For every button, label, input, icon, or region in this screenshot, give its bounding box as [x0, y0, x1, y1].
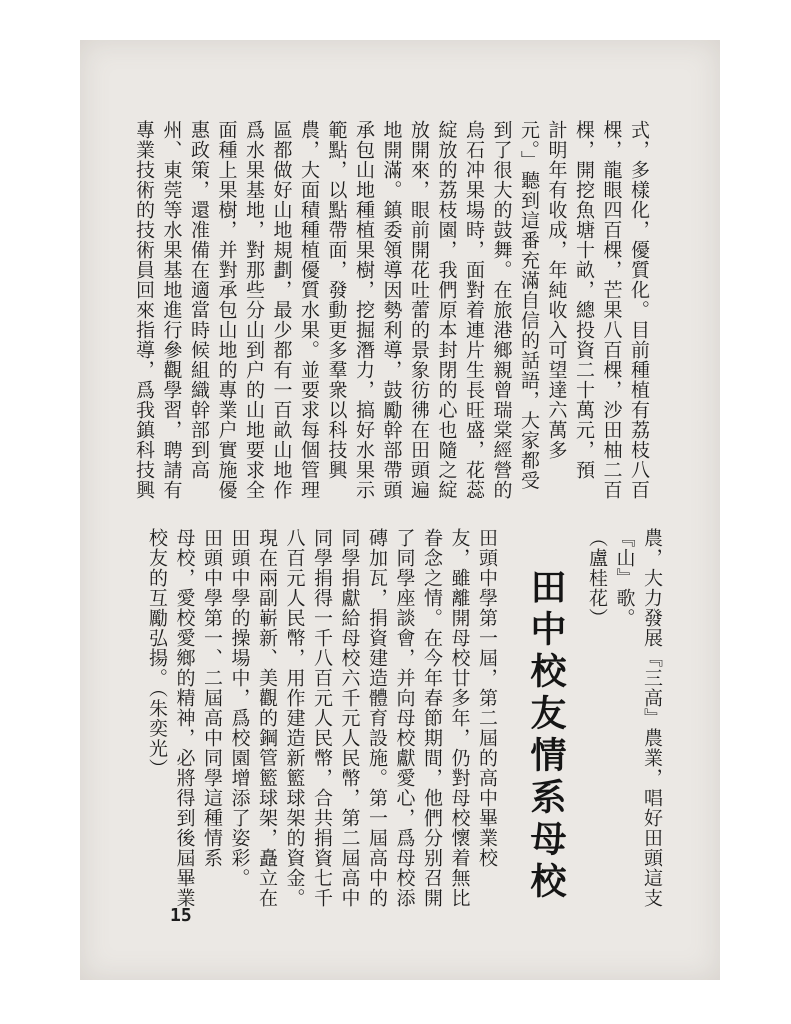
- text-column-bottom-16: 田頭中學的操場中，爲校園增添了姿彩。: [228, 528, 251, 888]
- text-column-top-15: 爲水果基地，對那些分山到户的山地要求全: [243, 120, 265, 500]
- bottom-text-block: [146, 528, 665, 913]
- article-title: 田中校友情系母校: [525, 568, 567, 904]
- page-number: 15: [170, 905, 192, 926]
- text-column-bottom-8: 友，雖離開母校廿多年，仍對母校懷着無比: [448, 528, 471, 908]
- text-column-top-6: 到了很大的鼓舞。在旅港鄉親曾瑞棠經營的: [490, 120, 513, 500]
- text-column-bottom-19: 校友的互勵弘揚。（朱奕光）: [146, 528, 168, 779]
- text-column-bottom-1: 農，大力發展『三高』農業，唱好田頭這支: [641, 528, 663, 908]
- text-column-top-7: 烏石冲果場時，面對着連片生長旺盛，花蕊: [463, 120, 485, 500]
- text-column-bottom-9: 眷念之情。在今年春節期間，他們分别召開: [421, 528, 443, 908]
- text-column-bottom-10: 了同學座談會，并向母校獻愛心，爲母校添: [393, 528, 416, 908]
- text-column-bottom-7: 田頭中學第一屆，第二屆的高中畢業校: [476, 528, 498, 868]
- text-column-top-10: 地開滿。鎮委領導因勢利導，鼓勵幹部帶頭: [380, 120, 403, 500]
- text-column-bottom-13: 同學捐得一千八百元人民幣，合共捐資七千: [311, 528, 333, 908]
- text-column-top-8: 綻放的荔枝園，我們原本封閉的心也隨之綻: [435, 120, 458, 500]
- text-column-top-1: 式，多樣化，優質化。目前種植有荔枝八百: [628, 120, 650, 500]
- text-column-bottom-11: 磚加瓦，捐資建造體育設施。第一屆高中的: [366, 528, 388, 908]
- text-column-bottom-12: 同學捐獻給母校六千元人民幣，第二屆高中: [338, 528, 361, 908]
- text-column-top-14: 區都做好山地規劃，最少都有一百畝山地作: [270, 120, 293, 500]
- text-column-top-5: 元。」聽到這番充滿自信的話語，大家都受: [518, 120, 540, 491]
- text-column-top-12: 範點，以點帶面，發動更多羣衆以科技興: [325, 120, 348, 480]
- top-text-block: [127, 120, 652, 500]
- text-column-bottom-17: 田頭中學第一、二屆高中同學這種情系: [201, 528, 223, 868]
- text-column-top-17: 惠政策，還准備在適當時候組織幹部到高: [188, 120, 210, 480]
- text-column-bottom-3: （盧桂花）: [586, 528, 608, 628]
- text-column-top-19: 專業技術的技術員回來指導，爲我鎮科技興: [133, 120, 155, 500]
- text-column-top-2: 棵，龍眼四百棵，芒果八百棵，沙田柚二百: [600, 120, 623, 500]
- text-column-bottom-18: 母校，愛校愛鄉的精神，必將得到後屆畢業: [173, 528, 196, 908]
- text-column-top-16: 面種上果樹，并對承包山地的專業户實施優: [215, 120, 238, 500]
- text-column-top-3: 棵，開挖魚塘十畝，總投資二十萬元，預: [573, 120, 595, 480]
- text-column-top-13: 農，大面積種植優質水果。並要求每個管理: [298, 120, 320, 500]
- text-column-top-9: 放開來，眼前開花吐蕾的景象彷彿在田頭遍: [408, 120, 430, 500]
- text-column-top-4: 計明年有收成，年純收入可望達六萬多: [545, 120, 568, 460]
- text-column-bottom-15: 現在兩副嶄新、美觀的鋼管籃球架，矗立在: [256, 528, 278, 908]
- text-column-top-18: 州、東莞等水果基地進行參觀學習，聘請有: [160, 120, 183, 500]
- text-column-bottom-14: 八百元人民幣，用作建造新籃球架的資金。: [283, 528, 306, 908]
- text-column-bottom-2: 『山』歌。: [613, 528, 636, 628]
- text-column-top-11: 承包山地種植果樹，挖掘潛力，搞好水果示: [353, 120, 375, 500]
